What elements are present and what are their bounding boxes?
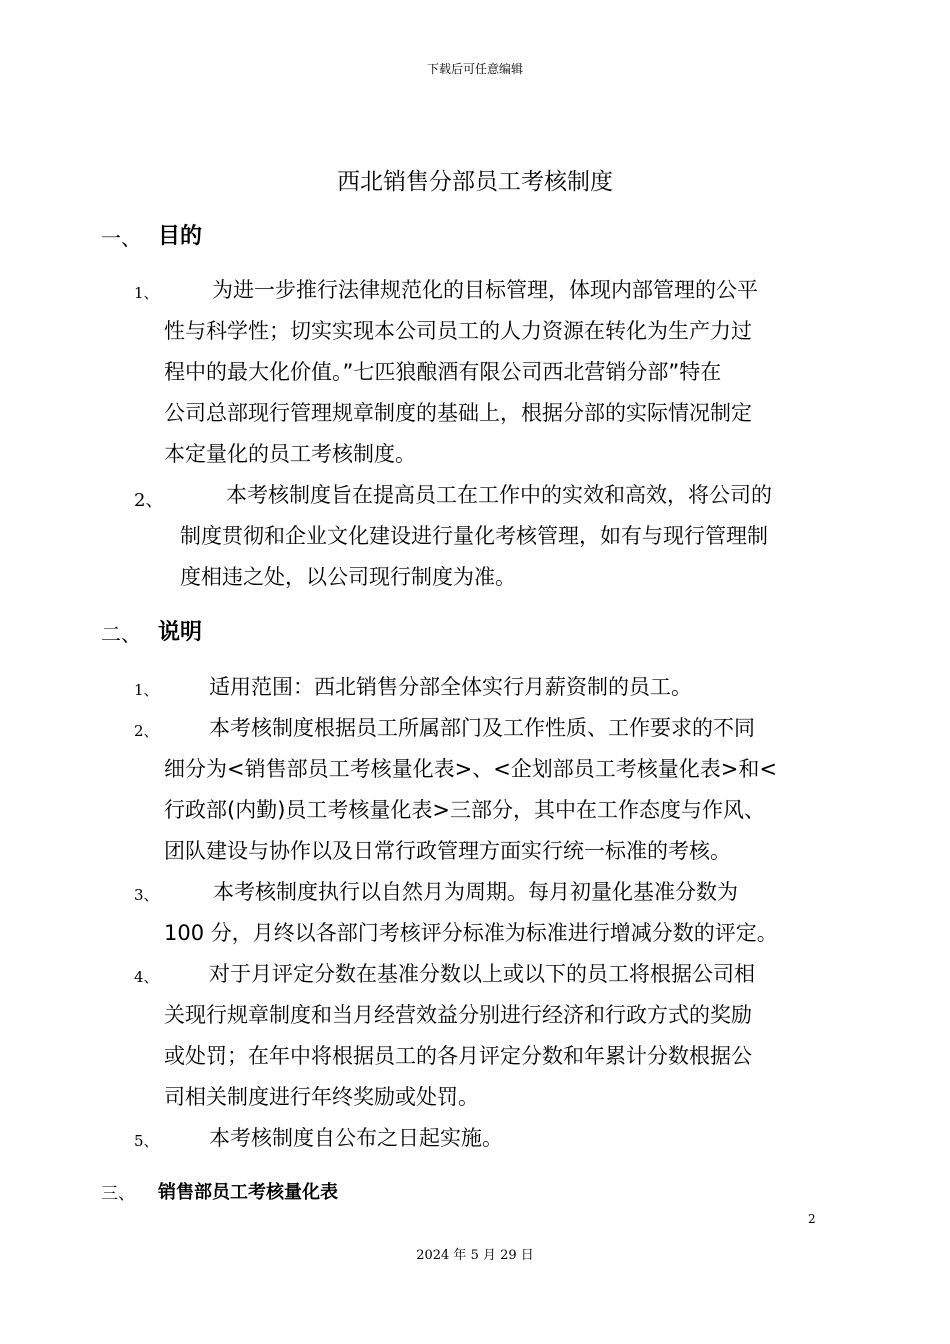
section-2-item-1-number: 1、 (134, 681, 159, 699)
section-1-title: 目的 (158, 224, 203, 249)
footer-date: 2024 年 5 月 29 日 (416, 1248, 534, 1263)
section-1-item-1-line-5: 本定量化的员工考核制度。 (164, 442, 416, 466)
section-1-item-1-line-3: 程中的最大化价值。”七匹狼酿酒有限公司西北营销分部”特在 (164, 360, 722, 384)
header-note: 下载后可任意编辑 (426, 62, 523, 76)
section-2-title: 说明 (158, 620, 203, 645)
section-2-item-3-line-1: 本考核制度执行以自然月为周期。每月初量化基准分数为 (213, 880, 738, 904)
section-1-item-2-line-1: 本考核制度旨在提高员工在工作中的实效和高效，将公司的 (226, 483, 772, 507)
section-1-number: 一、 (101, 226, 141, 250)
section-2-item-2-line-2: 细分为<销售部员工考核量化表>、<企划部员工考核量化表>和< (164, 757, 777, 781)
section-1-item-2-line-3: 度相违之处，以公司现行制度为准。 (180, 565, 516, 589)
section-2-item-4-number: 4、 (134, 968, 159, 986)
section-2-number: 二、 (101, 622, 141, 646)
section-2-item-2-number: 2、 (134, 722, 159, 740)
section-2-item-4-line-4: 司相关制度进行年终奖励或处罚。 (164, 1085, 479, 1109)
section-2-item-2-line-3: 行政部(内勤)员工考核量化表>三部分，其中在工作态度与作风、 (164, 798, 765, 822)
section-3-number: 三、 (101, 1184, 135, 1204)
section-3-title: 销售部员工考核量化表 (158, 1182, 338, 1203)
page-number: 2 (808, 1212, 816, 1226)
section-1-item-1-line-2: 性与科学性；切实实现本公司员工的人力资源在转化为生产力过 (164, 319, 752, 343)
section-2-item-3-number: 3、 (134, 886, 159, 904)
section-2-item-2-line-4: 团队建设与协作以及日常行政管理方面实行统一标准的考核。 (164, 839, 731, 863)
document-title: 西北销售分部员工考核制度 (337, 169, 613, 195)
section-2-item-4-line-3: 或处罚；在年中将根据员工的各月评定分数和年累计分数根据公 (164, 1044, 752, 1068)
section-2-item-4-line-1: 对于月评定分数在基准分数以上或以下的员工将根据公司相 (209, 962, 755, 986)
section-2-item-5-line-1: 本考核制度自公布之日起实施。 (209, 1126, 503, 1150)
section-2-item-1-line-1: 适用范围：西北销售分部全体实行月薪资制的员工。 (209, 675, 692, 699)
section-1-item-1-line-4: 公司总部现行管理规章制度的基础上，根据分部的实际情况制定 (164, 401, 752, 425)
section-2-item-5-number: 5、 (134, 1132, 159, 1150)
section-1-item-2-number: 2、 (134, 490, 164, 511)
section-1-item-1-line-1: 为进一步推行法律规范化的目标管理，体现内部管理的公平 (212, 278, 758, 302)
section-1-item-1-number: 1、 (134, 284, 159, 302)
section-2-item-2-line-1: 本考核制度根据员工所属部门及工作性质、工作要求的不同 (209, 716, 755, 740)
section-2-item-3-line-2: 100 分，月终以各部门考核评分标准为标准进行增减分数的评定。 (164, 921, 778, 945)
section-2-item-4-line-2: 关现行规章制度和当月经营效益分别进行经济和行政方式的奖励 (164, 1003, 752, 1027)
section-1-item-2-line-2: 制度贯彻和企业文化建设进行量化考核管理，如有与现行管理制 (180, 524, 768, 548)
